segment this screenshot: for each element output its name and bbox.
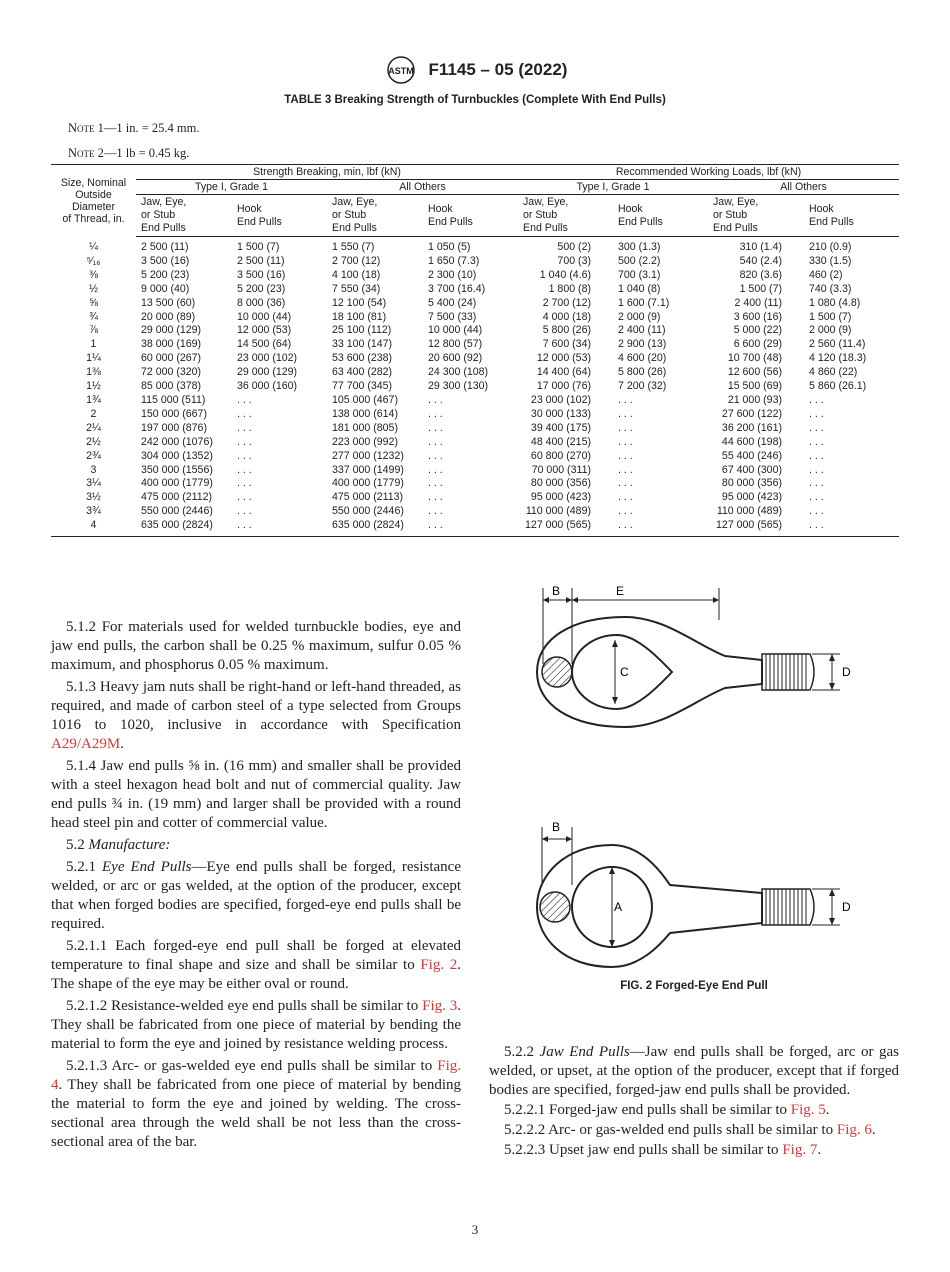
table-cell: 550 000 (2446) bbox=[332, 505, 404, 518]
table-cell: 400 000 (1779) bbox=[332, 477, 404, 490]
table-cell: . . . bbox=[237, 393, 252, 406]
table-cell: 197 000 (876) bbox=[141, 421, 207, 434]
figure-link[interactable]: Fig. 3 bbox=[422, 998, 458, 1014]
table-cell: . . . bbox=[809, 477, 824, 490]
dim-label-a: A bbox=[614, 900, 623, 914]
table-cell: 10 000 (44) bbox=[428, 324, 483, 337]
table-cell: . . . bbox=[809, 463, 824, 476]
table-cell: 540 (2.4) bbox=[739, 254, 782, 267]
table-cell: 635 000 (2824) bbox=[136, 519, 232, 536]
table-cell: 1½ bbox=[86, 380, 101, 393]
table-cell: 2 000 (9) bbox=[809, 324, 852, 337]
table-cell: . . . bbox=[237, 491, 252, 504]
table-cell: 2 560 (11.4) bbox=[809, 338, 866, 351]
table-cell: 115 000 (511) bbox=[141, 393, 206, 406]
table-cell: . . . bbox=[804, 519, 899, 536]
table-cell: 460 (2) bbox=[809, 268, 843, 281]
section-heading: 5.2 Manufacture: bbox=[66, 837, 171, 853]
left-text-column bbox=[51, 618, 461, 1155]
table-title: TABLE 3 Breaking Strength of Turnbuckles (Complete With End Pulls) bbox=[284, 94, 666, 106]
table-cell: 10 700 (48) bbox=[727, 352, 782, 365]
table-cell: ½ bbox=[89, 282, 98, 295]
table-cell: . . . bbox=[618, 505, 633, 518]
table-cell: 2 900 (13) bbox=[618, 338, 667, 351]
table-row bbox=[51, 477, 899, 491]
table-cell: 3 700 (16.4) bbox=[428, 282, 486, 295]
table-row bbox=[51, 450, 899, 464]
table-row bbox=[51, 505, 899, 519]
paragraph: 5.2.2.1 Forged-jaw end pulls shall be similar to Fig. 5. bbox=[504, 1102, 830, 1118]
table-row bbox=[51, 283, 899, 297]
table-cell: 1¼ bbox=[86, 352, 101, 365]
table-row bbox=[51, 491, 899, 505]
table-cell: . . . bbox=[809, 505, 824, 518]
table-cell: . . . bbox=[428, 435, 443, 448]
table-cell: 2 400 (11) bbox=[618, 324, 666, 337]
table-cell: 500 (2) bbox=[557, 241, 591, 253]
table-cell: 4 120 (18.3) bbox=[809, 352, 867, 365]
page-number: 3 bbox=[471, 1222, 479, 1237]
table-cell: 1 500 (7) bbox=[739, 282, 782, 295]
dim-label-e: E bbox=[615, 584, 625, 598]
table-row bbox=[51, 464, 899, 478]
table-cell: 12 800 (57) bbox=[428, 338, 483, 351]
paragraph: 5.2.1.2 Resistance-welded eye end pulls shall be similar to Fig. 3. They shall be fabricated from one piece of material by bending the material to form the eye and joined by resistance welding process. bbox=[51, 998, 462, 1052]
spec-link[interactable]: A29/A29M bbox=[51, 736, 121, 752]
table-cell: ⁵⁄₁₆ bbox=[86, 254, 101, 267]
table-cell: . . . bbox=[428, 421, 443, 434]
table-cell: 1⅜ bbox=[86, 366, 101, 379]
forged-eye-round-drawing bbox=[510, 815, 880, 975]
table-cell: 12 600 (56) bbox=[727, 366, 782, 379]
table-row bbox=[51, 311, 899, 325]
table-cell: 12 000 (53) bbox=[536, 352, 591, 365]
table-cell: 3¼ bbox=[86, 477, 101, 490]
astm-logo-icon bbox=[383, 55, 419, 85]
table-cell: 1 500 (7) bbox=[237, 241, 280, 253]
table-row bbox=[51, 380, 899, 394]
table-cell: 2 700 (12) bbox=[542, 296, 591, 309]
table-cell: 500 (2.2) bbox=[618, 254, 661, 267]
table-cell: 8 000 (36) bbox=[237, 296, 286, 309]
table-cell: . . . bbox=[237, 449, 252, 462]
table-cell: 3¾ bbox=[86, 505, 101, 518]
table-row bbox=[51, 338, 899, 352]
table-cell: 635 000 (2824) bbox=[327, 519, 423, 536]
table-cell: 21 000 (93) bbox=[727, 393, 782, 406]
table-cell: 7 200 (32) bbox=[618, 380, 667, 393]
table-cell: ⅝ bbox=[89, 296, 98, 309]
table-cell: 14 400 (64) bbox=[536, 366, 591, 379]
table-row bbox=[51, 269, 899, 283]
table-cell: . . . bbox=[809, 435, 824, 448]
table-cell: 7 550 (34) bbox=[332, 282, 381, 295]
table-cell: 475 000 (2113) bbox=[332, 491, 404, 504]
paragraph: 5.2.1.1 Each forged-eye end pull shall be forged at elevated temperature to final shape and size and shall be similar to Fig. 2. The shape of the eye may be either oval or round. bbox=[51, 938, 461, 992]
figure-link[interactable]: Fig. 2 bbox=[420, 957, 458, 973]
table-cell: 1 040 (4.6) bbox=[539, 268, 591, 281]
table-row bbox=[51, 237, 899, 255]
table-cell: 5 800 (26) bbox=[542, 324, 591, 337]
table-cell: 5 400 (24) bbox=[428, 296, 477, 309]
table-cell: 3 500 (16) bbox=[237, 268, 286, 281]
table-cell: . . . bbox=[423, 519, 518, 536]
paragraph: 5.1.3 Heavy jam nuts shall be right-hand or left-hand threaded, as required, and made of carbon steel of a type selected from Groups 1016 to 1020, inclusive in accordance with Specification A29/A29M. bbox=[51, 679, 461, 752]
figure-link[interactable]: Fig. 6 bbox=[836, 1122, 872, 1138]
table-cell: 337 000 (1499) bbox=[332, 463, 404, 476]
table-cell: . . . bbox=[428, 449, 443, 462]
table-cell: 700 (3) bbox=[557, 254, 591, 267]
table-cell: 27 600 (122) bbox=[721, 407, 782, 420]
table-cell: . . . bbox=[809, 407, 824, 420]
table-cell: 820 (3.6) bbox=[739, 268, 782, 281]
paragraph: 5.2.1 Eye End Pulls—Eye end pulls shall be forged, resistance welded, or arc or gas welded, at the option of the producer, except that when forged bodies are specified, forged-eye end pulls shall be required. bbox=[51, 859, 461, 932]
table-cell: ¼ bbox=[89, 240, 98, 253]
table-cell: 110 000 (489) bbox=[525, 505, 591, 518]
table-cell: 127 000 (565) bbox=[708, 519, 804, 536]
table-cell: 3 500 (16) bbox=[141, 254, 190, 267]
table-cell: 60 800 (270) bbox=[530, 449, 591, 462]
table-cell: 400 000 (1779) bbox=[141, 477, 213, 490]
table-cell: 105 000 (467) bbox=[332, 393, 398, 406]
table-row bbox=[51, 422, 899, 436]
table-cell: 330 (1.5) bbox=[809, 254, 852, 267]
table-body bbox=[51, 237, 899, 537]
dim-label-d: D bbox=[842, 900, 851, 914]
table-row bbox=[51, 436, 899, 450]
table-cell: . . . bbox=[618, 449, 633, 462]
table-cell: 29 300 (130) bbox=[428, 380, 489, 393]
table-cell: 23 000 (102) bbox=[530, 393, 591, 406]
page-header bbox=[0, 55, 950, 85]
table-cell: 10 000 (44) bbox=[237, 310, 292, 323]
table-cell: 3½ bbox=[86, 491, 101, 504]
table-cell: 55 400 (246) bbox=[721, 449, 782, 462]
group-header: Recommended Working Loads, lbf (kN) bbox=[518, 165, 899, 180]
table-cell: 5 860 (26.1) bbox=[809, 380, 867, 393]
dim-label-c: C bbox=[620, 665, 629, 679]
table-cell: 20 600 (92) bbox=[428, 352, 483, 365]
table-cell: 1 bbox=[90, 338, 97, 351]
table-cell: . . . bbox=[618, 491, 633, 504]
table-cell: 23 000 (102) bbox=[237, 352, 298, 365]
table-cell: 310 (1.4) bbox=[739, 241, 782, 253]
table-cell: 110 000 (489) bbox=[716, 505, 782, 518]
table-cell: 2¾ bbox=[86, 449, 101, 462]
table-cell: . . . bbox=[237, 435, 252, 448]
column-header: Hook End Pulls bbox=[423, 195, 518, 237]
table-cell: 5 000 (22) bbox=[733, 324, 782, 337]
table-cell: . . . bbox=[613, 519, 708, 536]
dim-label-b: B bbox=[551, 820, 561, 834]
figure-link[interactable]: Fig. 4 bbox=[51, 1058, 461, 1093]
table-cell: 5 200 (23) bbox=[237, 282, 286, 295]
table-cell: . . . bbox=[428, 407, 443, 420]
table-cell: 63 400 (282) bbox=[332, 366, 393, 379]
table-cell: . . . bbox=[237, 407, 252, 420]
table-cell: 2 700 (12) bbox=[332, 254, 381, 267]
table-cell: . . . bbox=[618, 463, 633, 476]
table-cell: ⅞ bbox=[89, 324, 98, 337]
table-cell: . . . bbox=[809, 421, 824, 434]
table-cell: 1 600 (7.1) bbox=[618, 296, 670, 309]
table-cell: 24 300 (108) bbox=[428, 366, 489, 379]
table-cell: 36 000 (160) bbox=[237, 380, 298, 393]
table-row bbox=[51, 408, 899, 422]
table-cell: 72 000 (320) bbox=[141, 366, 202, 379]
table-cell: 60 000 (267) bbox=[141, 352, 202, 365]
group-header: Strength Breaking, min, lbf (kN) bbox=[136, 165, 518, 180]
table-cell: 304 000 (1352) bbox=[141, 449, 213, 462]
table-cell: 95 000 (423) bbox=[530, 491, 591, 504]
table-cell: 138 000 (614) bbox=[332, 407, 398, 420]
table-cell: 1 800 (8) bbox=[548, 282, 591, 295]
table-cell: 2 000 (9) bbox=[618, 310, 661, 323]
table-cell: 9 000 (40) bbox=[141, 282, 190, 295]
table-cell: . . . bbox=[809, 491, 824, 504]
table-cell: 7 600 (34) bbox=[542, 338, 591, 351]
table-cell: 39 400 (175) bbox=[530, 421, 591, 434]
table-cell: . . . bbox=[618, 435, 633, 448]
table-cell: . . . bbox=[237, 477, 252, 490]
figure-link[interactable]: Fig. 7 bbox=[782, 1142, 818, 1158]
paragraph: 5.2.2.3 Upset jaw end pulls shall be similar to Fig. 7. bbox=[504, 1142, 822, 1158]
sub-header: Type I, Grade 1 bbox=[518, 180, 708, 195]
column-header: Jaw, Eye, or Stub End Pulls bbox=[518, 195, 613, 237]
right-text-column bbox=[489, 1043, 899, 1161]
table-cell: 20 000 (89) bbox=[141, 310, 196, 323]
table-cell: . . . bbox=[428, 505, 443, 518]
table-cell: 1 650 (7.3) bbox=[428, 254, 480, 267]
table-cell: 277 000 (1232) bbox=[332, 449, 404, 462]
svg-text:ASTM: ASTM bbox=[387, 66, 414, 76]
figure-link[interactable]: Fig. 5 bbox=[790, 1102, 826, 1118]
table-cell: 210 (0.9) bbox=[809, 241, 852, 253]
table-cell: 80 000 (356) bbox=[721, 477, 782, 490]
table-cell: . . . bbox=[428, 463, 443, 476]
table-cell: 4 000 (18) bbox=[542, 310, 591, 323]
table-cell: 740 (3.3) bbox=[809, 282, 852, 295]
table-cell: 67 400 (300) bbox=[721, 463, 782, 476]
table-cell: 2¼ bbox=[86, 421, 101, 434]
column-header: Jaw, Eye, or Stub End Pulls bbox=[136, 195, 232, 237]
table-cell: 2 300 (10) bbox=[428, 268, 477, 281]
table-cell: 223 000 (992) bbox=[332, 435, 398, 448]
table-cell: 44 600 (198) bbox=[721, 435, 782, 448]
table-cell: 1¾ bbox=[86, 393, 101, 406]
table-row bbox=[51, 255, 899, 269]
table-cell: . . . bbox=[428, 491, 443, 504]
table-cell: 475 000 (2112) bbox=[141, 491, 213, 504]
table-cell: 17 000 (76) bbox=[536, 380, 591, 393]
table-cell: 12 000 (53) bbox=[237, 324, 292, 337]
table-cell: 30 000 (133) bbox=[530, 407, 591, 420]
table-note: Note 2—1 lb = 0.45 kg. bbox=[68, 146, 190, 160]
sub-header: All Others bbox=[327, 180, 518, 195]
table-cell: . . . bbox=[809, 393, 824, 406]
table-cell: 2 500 (11) bbox=[141, 241, 189, 253]
table-cell: . . . bbox=[809, 449, 824, 462]
dim-label-d: D bbox=[842, 665, 851, 679]
table-cell: 29 000 (129) bbox=[141, 324, 202, 337]
table-cell: 1 500 (7) bbox=[809, 310, 852, 323]
table-cell: 13 500 (60) bbox=[141, 296, 196, 309]
table-cell: 53 600 (238) bbox=[332, 352, 393, 365]
sub-header: All Others bbox=[708, 180, 899, 195]
table-cell: 2 bbox=[90, 407, 97, 420]
table-row bbox=[51, 324, 899, 338]
breaking-strength-table bbox=[51, 164, 899, 537]
table-cell: 5 800 (26) bbox=[618, 366, 667, 379]
table-cell: 300 (1.3) bbox=[618, 241, 661, 253]
table-cell: . . . bbox=[428, 393, 443, 406]
table-cell: 127 000 (565) bbox=[518, 519, 613, 536]
table-note: Note 1—1 in. = 25.4 mm. bbox=[68, 121, 200, 135]
table-cell: 80 000 (356) bbox=[530, 477, 591, 490]
table-cell: 77 700 (345) bbox=[332, 380, 393, 393]
table-cell: 14 500 (64) bbox=[237, 338, 292, 351]
table-cell: 6 600 (29) bbox=[733, 338, 782, 351]
table-row bbox=[51, 519, 899, 536]
table-cell: 70 000 (311) bbox=[531, 463, 591, 476]
table-cell: 36 200 (161) bbox=[721, 421, 782, 434]
table-cell: 242 000 (1076) bbox=[141, 435, 213, 448]
table-cell: 4 100 (18) bbox=[332, 268, 381, 281]
table-cell: 29 000 (129) bbox=[237, 366, 298, 379]
paragraph: 5.2.2 Jaw End Pulls—Jaw end pulls shall be forged, arc or gas welded, or upset, at the option of the producer, except that if forged bodies are specified, forged-jaw end pulls shall be provided. bbox=[489, 1044, 900, 1098]
table-cell: 4 600 (20) bbox=[618, 352, 667, 365]
table-cell: ⅜ bbox=[89, 268, 98, 281]
table-cell: 7 500 (33) bbox=[428, 310, 477, 323]
table-row bbox=[51, 352, 899, 366]
table-cell: 95 000 (423) bbox=[721, 491, 782, 504]
figure-caption: FIG. 2 Forged-Eye End Pull bbox=[620, 980, 768, 992]
paragraph: 5.1.2 For materials used for welded turnbuckle bodies, eye and jaw end pulls, the carbon shall be 0.25 % maximum, sulfur 0.05 % maximum, and phosphorus 0.05 % maximum. bbox=[51, 619, 461, 673]
paragraph: 5.2.2.2 Arc- or gas-welded end pulls shall be similar to Fig. 6. bbox=[504, 1122, 876, 1138]
table-cell: 4 860 (22) bbox=[809, 366, 858, 379]
table-cell: 25 100 (112) bbox=[332, 324, 392, 337]
table-row bbox=[51, 394, 899, 408]
table-cell: ¾ bbox=[89, 310, 98, 323]
table-cell: . . . bbox=[237, 421, 252, 434]
size-header: Size, Nominal Outside Diameter of Thread, in. bbox=[51, 165, 136, 237]
column-header: Hook End Pulls bbox=[232, 195, 327, 237]
table-cell: 2 500 (11) bbox=[237, 254, 285, 267]
column-header: Jaw, Eye, or Stub End Pulls bbox=[327, 195, 423, 237]
table-cell: 48 400 (215) bbox=[530, 435, 591, 448]
table-cell: 1 040 (8) bbox=[618, 282, 661, 295]
table-cell: 550 000 (2446) bbox=[141, 505, 213, 518]
table-cell: 15 500 (69) bbox=[727, 380, 782, 393]
column-header: Hook End Pulls bbox=[804, 195, 899, 237]
table-cell: 3 bbox=[90, 463, 97, 476]
dim-label-b: B bbox=[551, 584, 561, 598]
table-cell: 2½ bbox=[86, 435, 101, 448]
table-cell: . . . bbox=[618, 393, 633, 406]
table-cell: . . . bbox=[237, 463, 252, 476]
table-row bbox=[51, 297, 899, 311]
table-cell: . . . bbox=[618, 477, 633, 490]
paragraph: 5.1.4 Jaw end pulls ⅝ in. (16 mm) and smaller shall be provided with a steel hexagon head bolt and nut of commercial quality. Jaw end pulls ¾ in. (19 mm) and larger shall be provided with a round head steel pin and cotter of commercial value. bbox=[51, 758, 461, 831]
table-row bbox=[51, 366, 899, 380]
table-cell: 2 400 (11) bbox=[734, 296, 782, 309]
table-cell: 181 000 (805) bbox=[332, 421, 398, 434]
table-cell: . . . bbox=[428, 477, 443, 490]
sub-header: Type I, Grade 1 bbox=[136, 180, 327, 195]
table-cell: 12 100 (54) bbox=[332, 296, 387, 309]
table-cell: . . . bbox=[232, 519, 327, 536]
column-header: Hook End Pulls bbox=[613, 195, 708, 237]
table-cell: 3 600 (16) bbox=[733, 310, 782, 323]
paragraph: 5.2.1.3 Arc- or gas-welded eye end pulls shall be similar to Fig. 4. They shall be fabricated from one piece of material by bending the material to form the eye and joined by welding. The cross-sectional area through the weld shall be not less than the cross-sectional area of the bar. bbox=[51, 1058, 461, 1150]
table-cell: . . . bbox=[618, 421, 633, 434]
table-cell: 18 100 (81) bbox=[332, 310, 387, 323]
standard-designation: F1145 – 05 (2022) bbox=[428, 60, 568, 79]
table-cell: 150 000 (667) bbox=[141, 407, 207, 420]
table-cell: 350 000 (1556) bbox=[141, 463, 213, 476]
table-cell: 4 bbox=[51, 519, 136, 536]
table-cell: 1 080 (4.8) bbox=[809, 296, 861, 309]
table-cell: . . . bbox=[618, 407, 633, 420]
table-cell: 1 050 (5) bbox=[428, 241, 471, 253]
table-cell: 85 000 (378) bbox=[141, 380, 202, 393]
table-cell: 700 (3.1) bbox=[618, 268, 661, 281]
table-cell: . . . bbox=[237, 505, 252, 518]
column-header: Jaw, Eye, or Stub End Pulls bbox=[708, 195, 804, 237]
table-cell: 38 000 (169) bbox=[141, 338, 202, 351]
table-cell: 1 550 (7) bbox=[332, 241, 375, 253]
table-cell: 33 100 (147) bbox=[332, 338, 393, 351]
table-cell: 5 200 (23) bbox=[141, 268, 190, 281]
